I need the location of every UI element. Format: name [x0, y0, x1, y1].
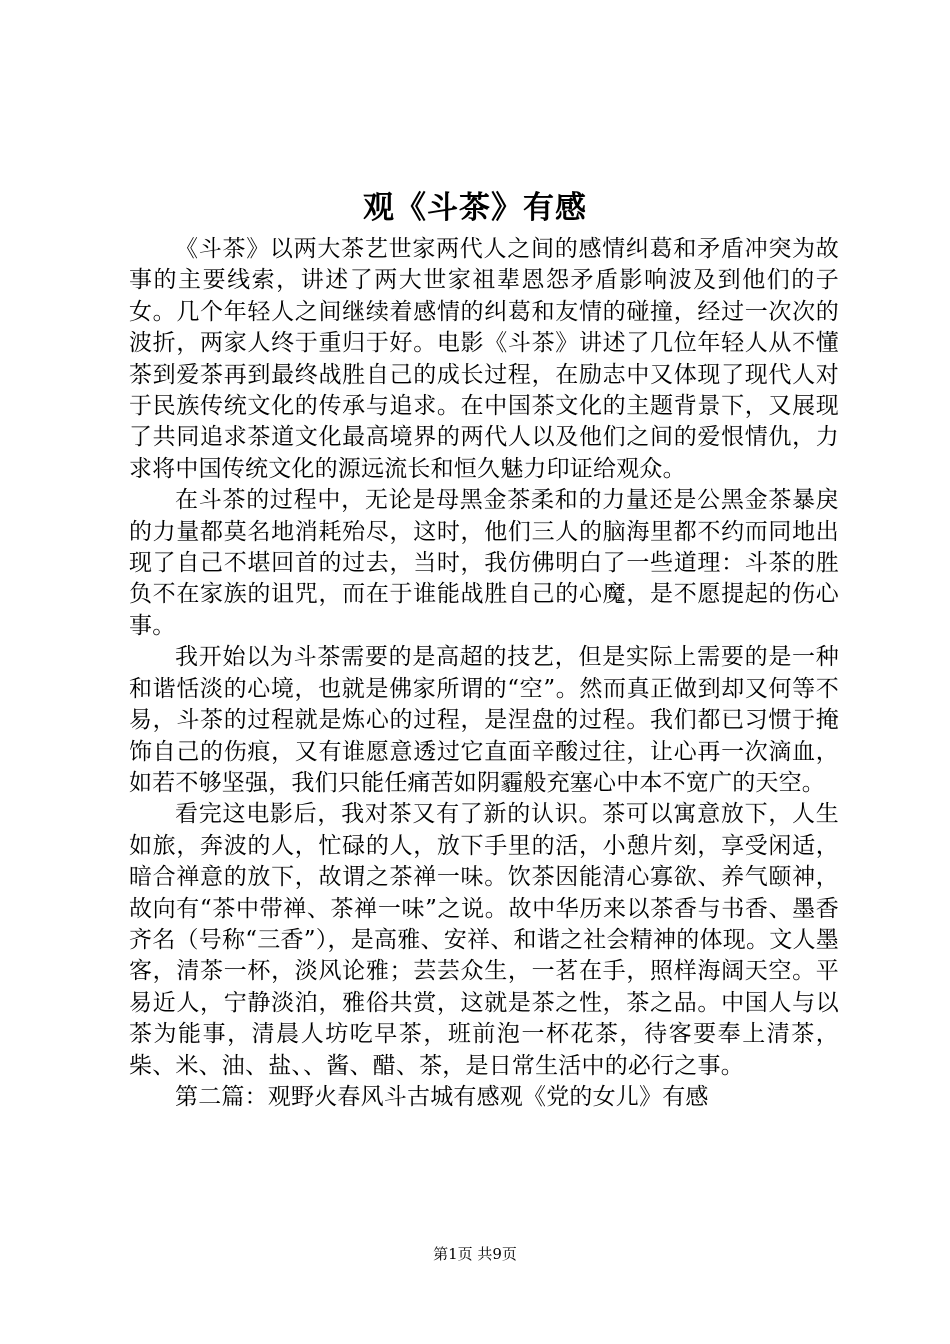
- paragraph-4: 看完这电影后，我对茶又有了新的认识。茶可以寓意放下，人生如旅，奔波的人，忙碌的人，放下手里的活，小憩片刻，享受闲适，暗合禅意的放下，故谓之茶禅一味。饮茶因能清心寡欲、养气颐神，故向有“茶中带禅、茶禅一味”之说。故中华历来以茶香与书香、墨香齐名（号称“三香”），是高雅、安祥、和谐之社会精神的体现。文人墨客，清茶一杯，淡风论雅；芸芸众生，一茗在手，照样海阔天空。平易近人，宁静淡泊，雅俗共赏，这就是茶之性，茶之品。中国人与以茶为能事，清晨人坊吃早茶，班前泡一杯花茶，待客要奉上清茶，柴、米、油、盐、、酱、醋、茶，是日常生活中的必行之事。: [129, 801, 839, 1079]
- document-body: [129, 234, 839, 1113]
- page-footer: 第1页 共9页: [433, 1245, 517, 1263]
- document-title: 观《斗茶》有感: [363, 190, 587, 226]
- paragraph-3: 我开始以为斗茶需要的是高超的技艺，但是实际上需要的是一种和谐恬淡的心境，也就是佛家所谓的“空”。然而真正做到却又何等不易，斗茶的过程就是炼心的过程，是涅盘的过程。我们都已习惯于掩饰自己的伤痕，又有谁愿意透过它直面辛酸过往，让心再一次滴血，如若不够坚强，我们只能任痛苦如阴霾般充塞心中本不宽广的天空。: [129, 644, 839, 796]
- paragraph-1: 《斗茶》以两大茶艺世家两代人之间的感情纠葛和矛盾冲突为故事的主要线索，讲述了两大世家祖辈恩怨矛盾影响波及到他们的子女。几个年轻人之间继续着感情的纠葛和友情的碰撞，经过一次次的波折，两家人终于重归于好。电影《斗茶》讲述了几位年轻人从不懂茶到爱茶再到最终战胜自己的成长过程，在励志中又体现了现代人对于民族传统文化的传承与追求。在中国茶文化的主题背景下，又展现了共同追求茶道文化最高境界的两代人以及他们之间的爱恨情仇，力求将中国传统文化的源远流长和恒久魅力印证给观众。: [129, 236, 839, 482]
- paragraph-2: 在斗茶的过程中，无论是母黑金茶柔和的力量还是公黑金茶暴戾的力量都莫名地消耗殆尽，这时，他们三人的脑海里都不约而同地出现了自己不堪回首的过去，当时，我仿佛明白了一些道理：斗茶的胜负不在家族的诅咒，而在于谁能战胜自己的心魔，是不愿提起的伤心事。: [129, 487, 839, 639]
- paragraph-5: 第二篇：观野火春风斗古城有感观《党的女儿》有感: [175, 1083, 709, 1110]
